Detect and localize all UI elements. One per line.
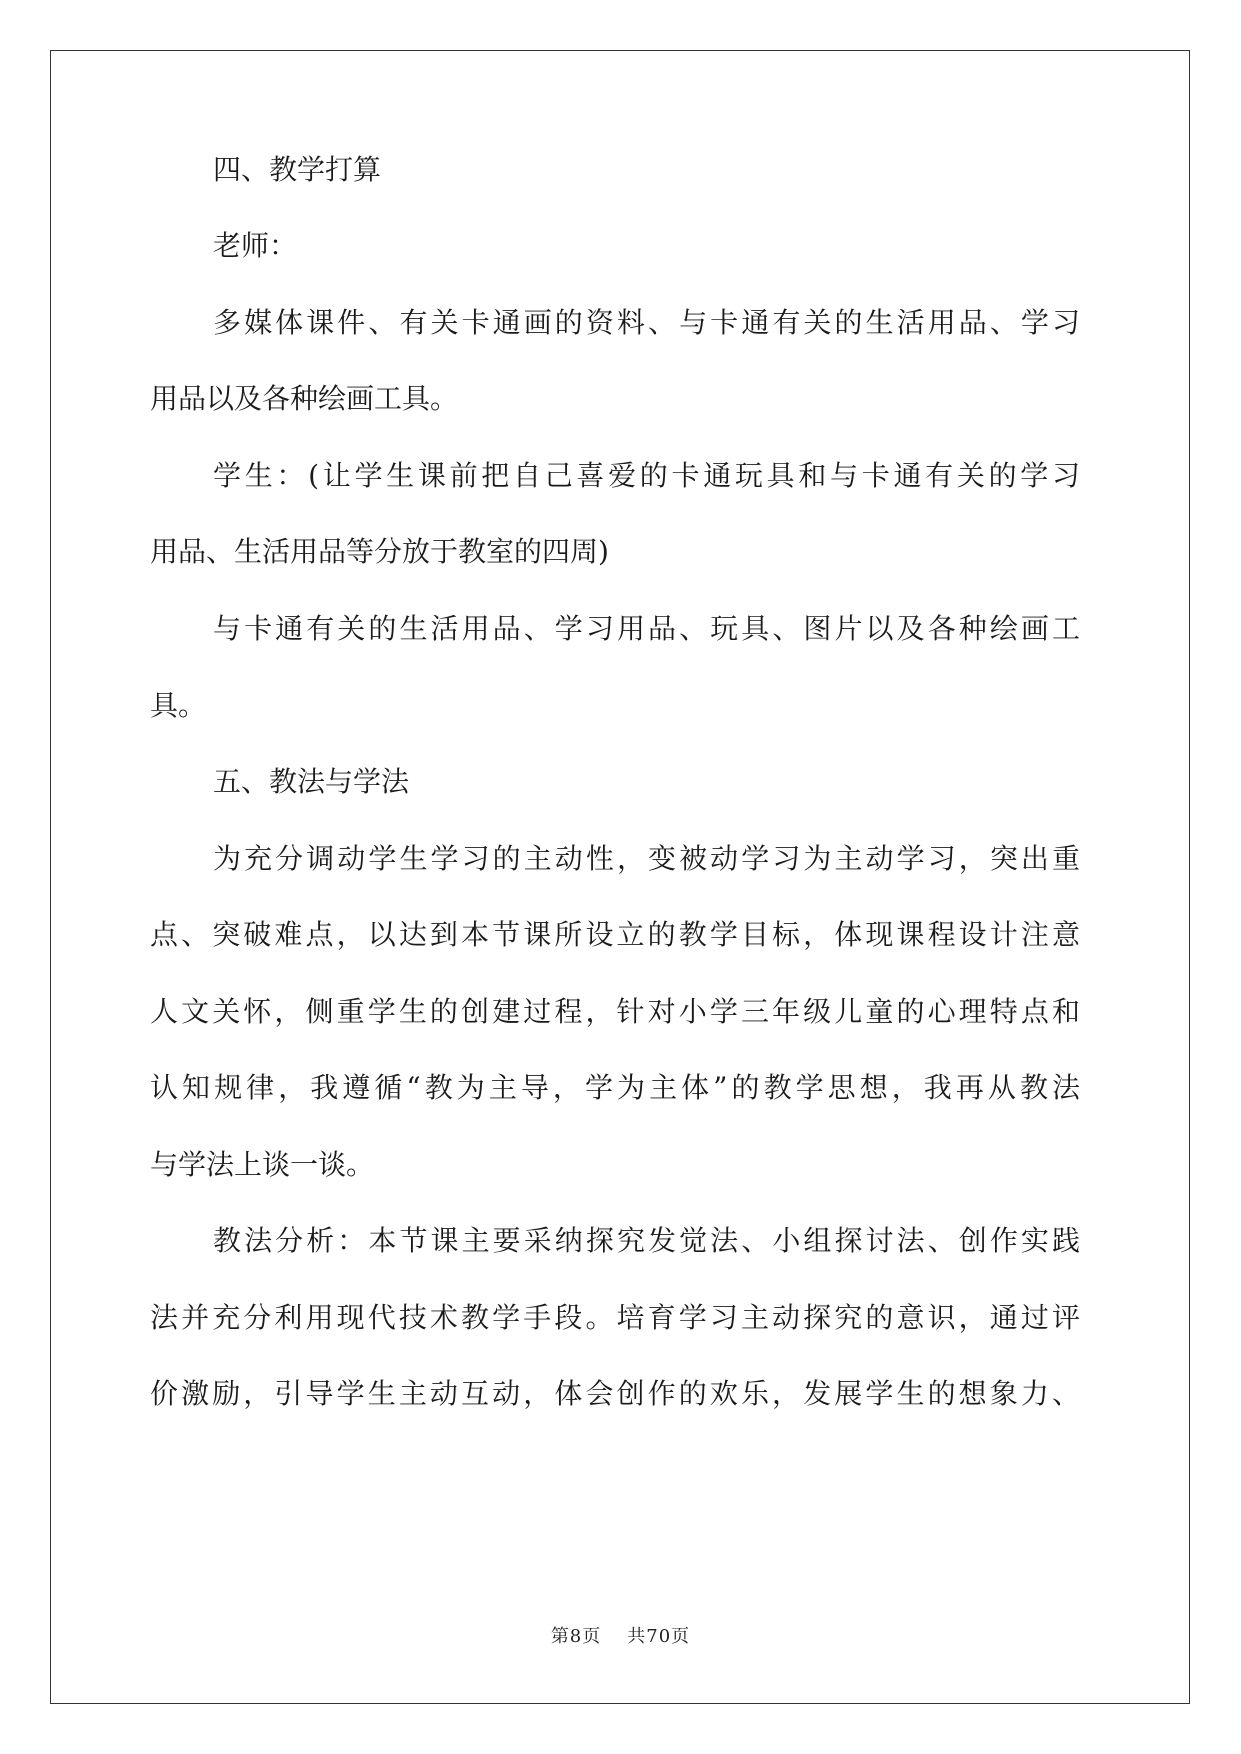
total-pages: 共70页 [627, 1626, 691, 1647]
paragraph-line: 认知规律，我遵循“教为主导，学为主体”的教学思想，我再从教法 [150, 1071, 1080, 1104]
paragraph-line: 用品、生活用品等分放于教室的四周) [150, 535, 609, 568]
paragraph-line: 法并充分利用现代技术教学手段。培育学习主动探究的意识，通过评 [150, 1301, 1080, 1334]
paragraph-line: 与学法上谈一谈。 [150, 1148, 375, 1181]
paragraph-line: 价激励，引导学生主动互动，体会创作的欢乐，发展学生的想象力、 [150, 1377, 1080, 1410]
paragraph-line: 人文关怀，侧重学生的创建过程，针对小学三年级儿童的心理特点和 [150, 995, 1080, 1028]
paragraph-line: 为充分调动学生学习的主动性，变被动学习为主动学习，突出重 [213, 842, 1080, 875]
page-footer [0, 1625, 1241, 1649]
paragraph-line: 与卡通有关的生活用品、学习用品、玩具、图片以及各种绘画工 [213, 612, 1080, 645]
paragraph-line: 学生：(让学生课前把自己喜爱的卡通玩具和与卡通有关的学习 [213, 459, 1080, 492]
paragraph-line: 多媒体课件、有关卡通画的资料、与卡通有关的生活用品、学习 [213, 306, 1080, 339]
paragraph-line: 教法分析：本节课主要采纳探究发觉法、小组探讨法、创作实践 [213, 1224, 1080, 1257]
paragraph-line: 用品以及各种绘画工具。 [150, 382, 459, 415]
paragraph-line: 具。 [150, 689, 207, 722]
section-heading-teaching-preparation: 四、教学打算 [213, 153, 382, 186]
section-heading-teaching-methods: 五、教法与学法 [213, 765, 410, 798]
paragraph-line: 点、突破难点，以达到本节课所设立的教学目标，体现课程设计注意 [150, 918, 1080, 951]
teacher-label: 老师： [213, 229, 298, 262]
page-number: 第8页 [550, 1626, 602, 1647]
